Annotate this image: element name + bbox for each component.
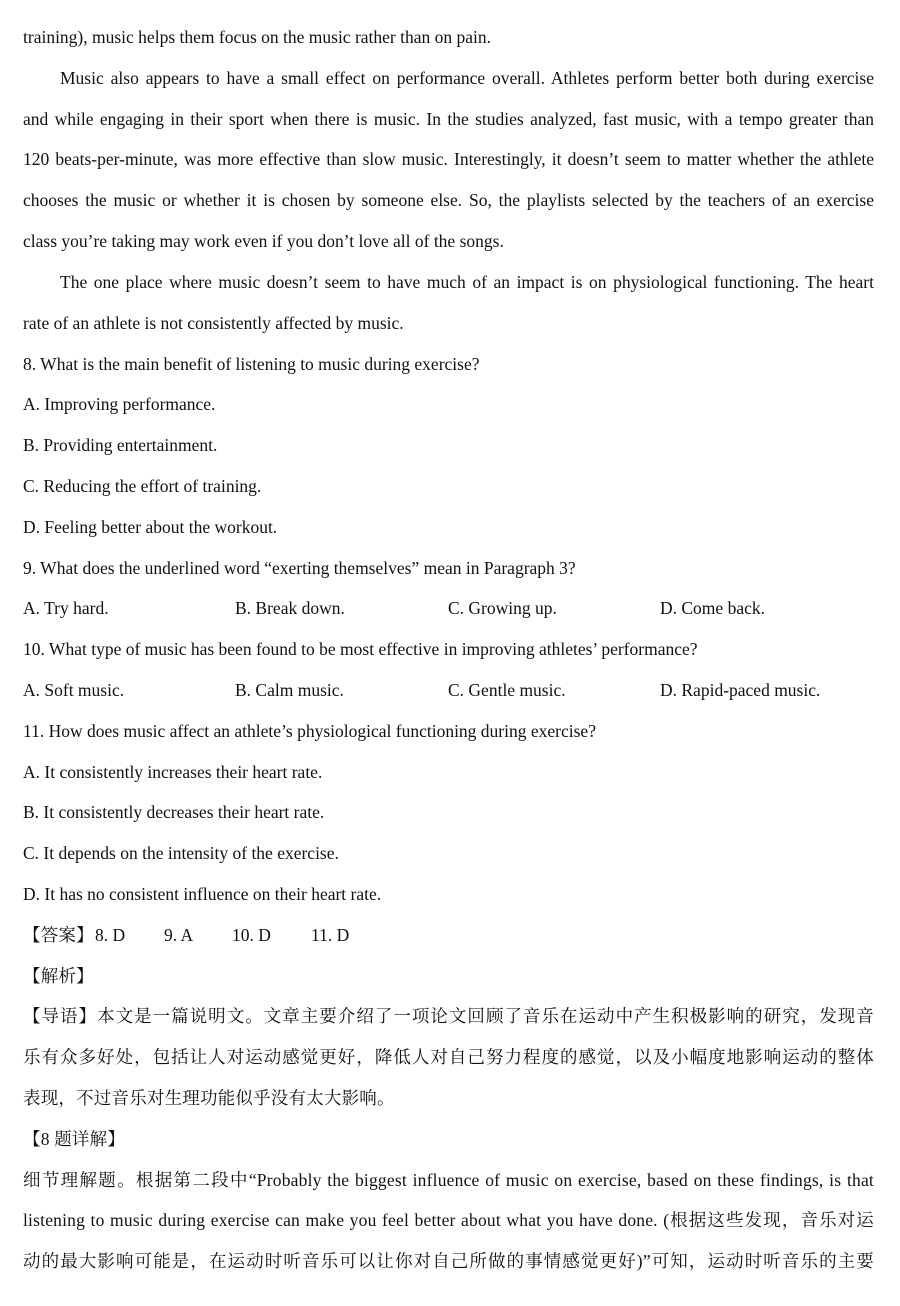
question-stem: 8. What is the main benefit of listening to music during exercise? — [23, 354, 480, 374]
question-8-detail-label: 【8 题详解】 — [23, 1129, 126, 1149]
question-stem: 11. How does music affect an athlete’s physiological functioning during exercise? — [23, 721, 596, 741]
option-b: B. Break down. — [235, 598, 345, 618]
answer-label: 【答案】 — [23, 925, 94, 945]
guide-line: 【导语】本文是一篇说明文。文章主要介绍了一项论文回顾了音乐在运动中产生积极影响的研究，发现音 — [23, 1006, 874, 1026]
answer-row — [23, 925, 874, 945]
option-c: C. Gentle music. — [448, 680, 566, 700]
passage-line: chooses the music or whether it is chosen by someone else. So, the playlists selected by the teachers of an exercise — [23, 190, 874, 210]
option-d: D. Feeling better about the workout. — [23, 517, 278, 537]
options-row — [23, 680, 874, 700]
answer-8: 8. D — [95, 925, 126, 945]
option-c: C. Growing up. — [448, 598, 557, 618]
option-a: A. Improving performance. — [23, 394, 216, 414]
option-b: B. It consistently decreases their heart rate. — [23, 802, 325, 822]
option-c: C. Reducing the effort of training. — [23, 476, 262, 496]
guide-line: 乐有众多好处，包括让人对运动感觉更好，降低人对自己努力程度的感觉，以及小幅度地影响运动的整体 — [23, 1047, 874, 1067]
option-d: D. It has no consistent influence on their heart rate. — [23, 884, 382, 904]
passage-line: Music also appears to have a small effect on performance overall. Athletes perform better both during exercise — [60, 68, 874, 88]
analysis-label: 【解析】 — [23, 966, 94, 986]
answer-10: 10. D — [232, 925, 271, 945]
passage-line: training), music helps them focus on the music rather than on pain. — [23, 27, 492, 47]
options-row — [23, 598, 874, 618]
question-stem: 9. What does the underlined word “exerting themselves” mean in Paragraph 3? — [23, 558, 576, 578]
detail-line: listening to music during exercise can make you feel better about what you have done. (根据这些发现，音乐对运 — [23, 1210, 874, 1230]
option-c: C. It depends on the intensity of the exercise. — [23, 843, 339, 863]
option-a: A. Soft music. — [23, 680, 125, 700]
option-d: D. Come back. — [660, 598, 765, 618]
passage-line: 120 beats-per-minute, was more effective than slow music. Interestingly, it doesn’t seem to matter whether the athlete — [23, 149, 874, 169]
option-b: B. Calm music. — [235, 680, 344, 700]
passage-line: The one place where music doesn’t seem to have much of an impact is on physiological functioning. The heart — [60, 272, 874, 292]
answer-9: 9. A — [164, 925, 194, 945]
passage-line: and while engaging in their sport when there is music. In the studies analyzed, fast music, with a tempo greater than — [23, 109, 874, 129]
option-a: A. It consistently increases their heart rate. — [23, 762, 323, 782]
option-d: D. Rapid-paced music. — [660, 680, 821, 700]
guide-line: 表现，不过音乐对生理功能似乎没有太大影响。 — [23, 1088, 395, 1108]
option-a: A. Try hard. — [23, 598, 109, 618]
passage-line: rate of an athlete is not consistently affected by music. — [23, 313, 404, 333]
passage-line: class you’re taking may work even if you don’t love all of the songs. — [23, 231, 504, 251]
detail-line: 细节理解题。根据第二段中“Probably the biggest influence of music on exercise, based on these findings, is that — [23, 1170, 874, 1190]
detail-line: 动的最大影响可能是，在运动时听音乐可以让你对自己所做的事情感觉更好)”可知，运动时听音乐的主要 — [23, 1251, 874, 1271]
answer-11: 11. D — [311, 925, 350, 945]
question-stem: 10. What type of music has been found to be most effective in improving athletes’ performance? — [23, 639, 698, 659]
option-b: B. Providing entertainment. — [23, 435, 218, 455]
